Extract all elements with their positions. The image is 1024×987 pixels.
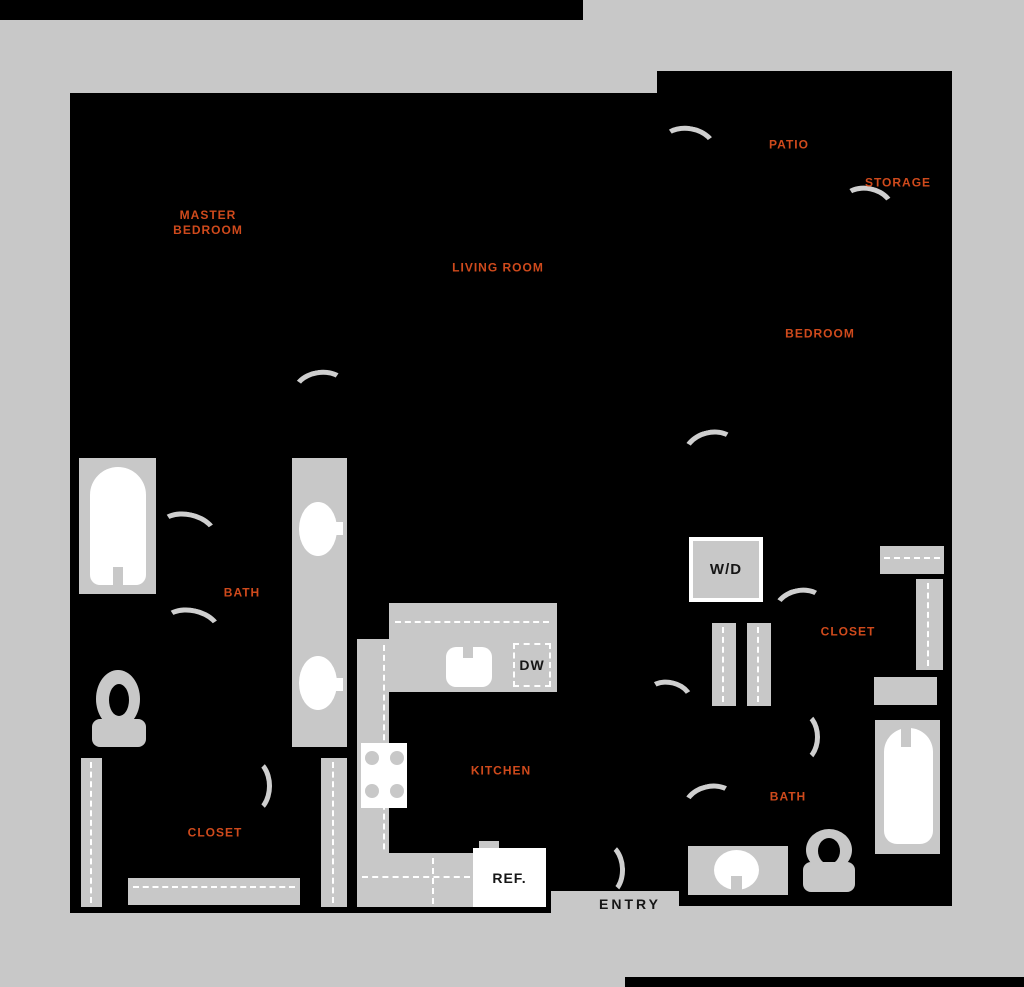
master-sink-faucet-icon (321, 522, 343, 535)
bedroom-closet-shelf-top (880, 546, 944, 574)
door-swing-master-closet (230, 757, 272, 815)
room-label-master-bedroom-line1: MASTER (179, 208, 237, 222)
room-label-bedroom-closet: CLOSET (820, 624, 876, 639)
mat-background-top-right (583, 0, 1024, 20)
room-label-master-bath: BATH (223, 585, 261, 600)
dishwasher (513, 643, 551, 687)
door-swing-bath-hall (780, 710, 820, 764)
entry-label: ENTRY (599, 896, 661, 912)
bedroom-bathtub-faucet-icon (901, 728, 911, 747)
bedroom-toilet-bowl-hole (818, 838, 840, 864)
refrigerator (473, 848, 546, 907)
master-bathtub-faucet-icon (113, 567, 123, 587)
master-closet-shelf-right (321, 758, 347, 907)
room-label-bedroom: BEDROOM (785, 326, 855, 341)
stove-icon (361, 743, 407, 808)
laundry-closet-panel-right (747, 623, 771, 706)
kitchen-faucet-base (463, 644, 473, 658)
bedroom-toilet-tank-icon (803, 862, 855, 892)
dishwasher-label: DW (519, 657, 545, 673)
refrigerator-label: REF. (492, 869, 527, 886)
master-closet-shelf-bottom (128, 878, 300, 905)
kitchen-counter-bottom (357, 853, 473, 907)
master-sink2-faucet-icon (321, 678, 343, 691)
refrigerator-handle (479, 841, 499, 848)
room-label-living-room: LIVING ROOM (452, 260, 544, 275)
room-label-storage: STORAGE (864, 175, 932, 190)
mat-background-bottom-left (0, 977, 625, 987)
room-label-master-closet: CLOSET (187, 825, 243, 840)
bedroom-sink-faucet-icon (731, 876, 742, 895)
room-label-master-bedroom-line2: BEDROOM (173, 223, 243, 237)
bedroom-closet-shelf-lower (874, 677, 937, 705)
room-label-master-bedroom (173, 208, 243, 238)
washer-dryer (689, 537, 763, 602)
bedroom-closet-shelf-side (916, 579, 943, 670)
master-toilet-bowl-hole (109, 684, 129, 716)
room-label-bedroom-bath: BATH (769, 789, 807, 804)
room-label-patio: PATIO (769, 137, 809, 152)
room-label-kitchen: KITCHEN (470, 763, 532, 778)
master-toilet-tank-icon (92, 719, 146, 747)
washer-dryer-label: W/D (709, 561, 743, 578)
master-closet-shelf-left (81, 758, 102, 907)
laundry-closet-panel-left (712, 623, 736, 706)
